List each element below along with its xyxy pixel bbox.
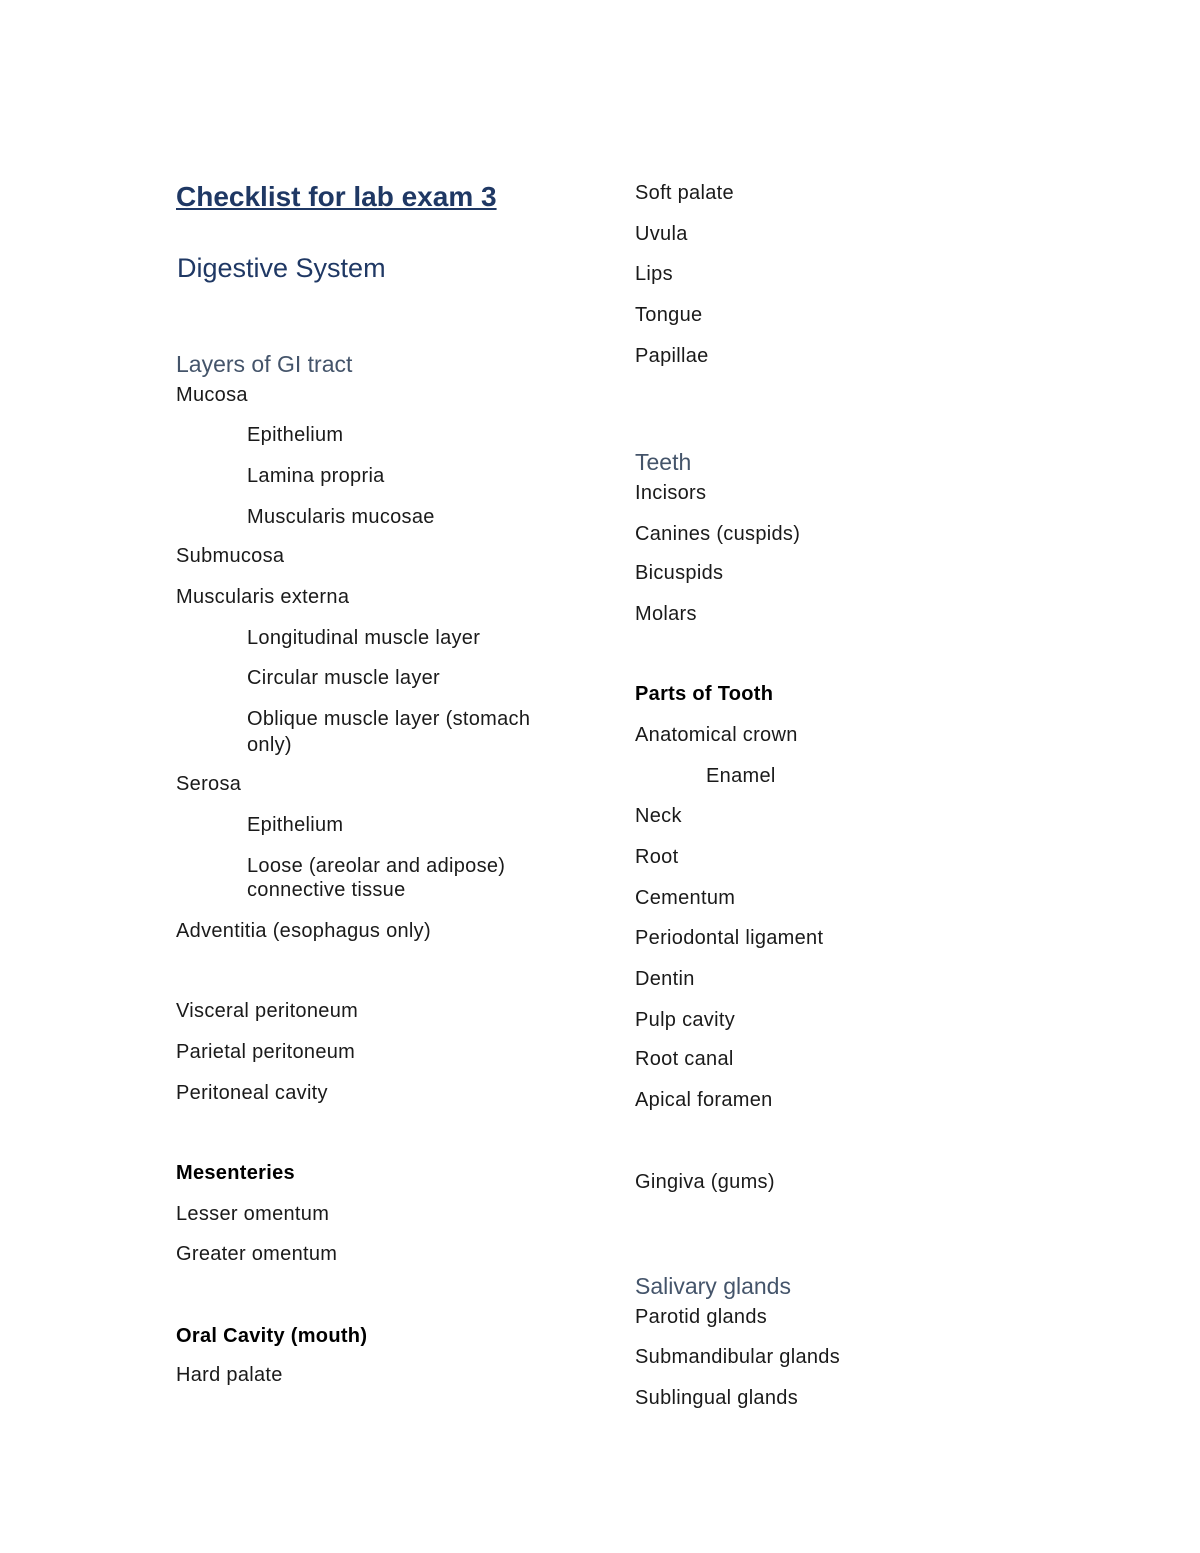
item-canines: Canines (cuspids) <box>635 523 801 545</box>
item-enamel: Enamel <box>706 765 776 787</box>
heading-layers: Layers of GI tract <box>176 351 353 377</box>
item-peritoneal-cavity: Peritoneal cavity <box>176 1082 328 1104</box>
item-sublingual: Sublingual glands <box>635 1387 799 1409</box>
item-loose-line1: Loose (areolar and adipose) <box>247 855 506 877</box>
item-parotid: Parotid glands <box>635 1306 768 1328</box>
item-uvula: Uvula <box>635 223 688 245</box>
item-apical-foramen: Apical foramen <box>635 1089 773 1111</box>
heading-parts-of-tooth: Parts of Tooth <box>635 683 774 705</box>
item-submandibular: Submandibular glands <box>635 1346 841 1368</box>
item-gingiva: Gingiva (gums) <box>635 1171 775 1193</box>
item-visceral: Visceral peritoneum <box>176 1000 359 1022</box>
section-title: Digestive System <box>177 253 386 283</box>
item-incisors: Incisors <box>635 482 707 504</box>
item-root: Root <box>635 846 679 868</box>
item-root-canal: Root canal <box>635 1048 734 1070</box>
item-molars: Molars <box>635 603 697 625</box>
item-lesser-omentum: Lesser omentum <box>176 1203 330 1225</box>
item-dentin: Dentin <box>635 968 695 990</box>
item-loose-line2: connective tissue <box>247 879 406 901</box>
item-adventitia: Adventitia (esophagus only) <box>176 920 431 942</box>
item-greater-omentum: Greater omentum <box>176 1243 338 1265</box>
item-pulp-cavity: Pulp cavity <box>635 1009 736 1031</box>
item-neck: Neck <box>635 805 682 827</box>
item-cementum: Cementum <box>635 887 736 909</box>
item-serosa-epithelium: Epithelium <box>247 814 344 836</box>
item-bicuspids: Bicuspids <box>635 562 724 584</box>
item-anatomical-crown: Anatomical crown <box>635 724 798 746</box>
item-periodontal: Periodontal ligament <box>635 927 824 949</box>
item-muscularis-mucosae: Muscularis mucosae <box>247 506 435 528</box>
item-submucosa: Submucosa <box>176 545 285 567</box>
item-lips: Lips <box>635 263 673 285</box>
item-oblique-line1: Oblique muscle layer (stomach <box>247 708 531 730</box>
item-parietal: Parietal peritoneum <box>176 1041 356 1063</box>
item-muscularis-externa: Muscularis externa <box>176 586 350 608</box>
heading-oral-cavity: Oral Cavity (mouth) <box>176 1325 368 1347</box>
page-title: Checklist for lab exam 3 <box>176 181 497 212</box>
item-lamina-propria: Lamina propria <box>247 465 385 487</box>
item-epithelium: Epithelium <box>247 424 344 446</box>
item-hard-palate: Hard palate <box>176 1364 283 1386</box>
item-papillae: Papillae <box>635 345 709 367</box>
item-soft-palate: Soft palate <box>635 182 734 204</box>
item-circular: Circular muscle layer <box>247 667 441 689</box>
item-longitudinal: Longitudinal muscle layer <box>247 627 481 649</box>
item-tongue: Tongue <box>635 304 703 326</box>
heading-mesenteries: Mesenteries <box>176 1162 295 1184</box>
heading-salivary-glands: Salivary glands <box>635 1273 791 1299</box>
item-oblique-line2: only) <box>247 734 292 756</box>
heading-teeth: Teeth <box>635 449 692 475</box>
item-serosa: Serosa <box>176 773 242 795</box>
item-mucosa: Mucosa <box>176 384 248 406</box>
